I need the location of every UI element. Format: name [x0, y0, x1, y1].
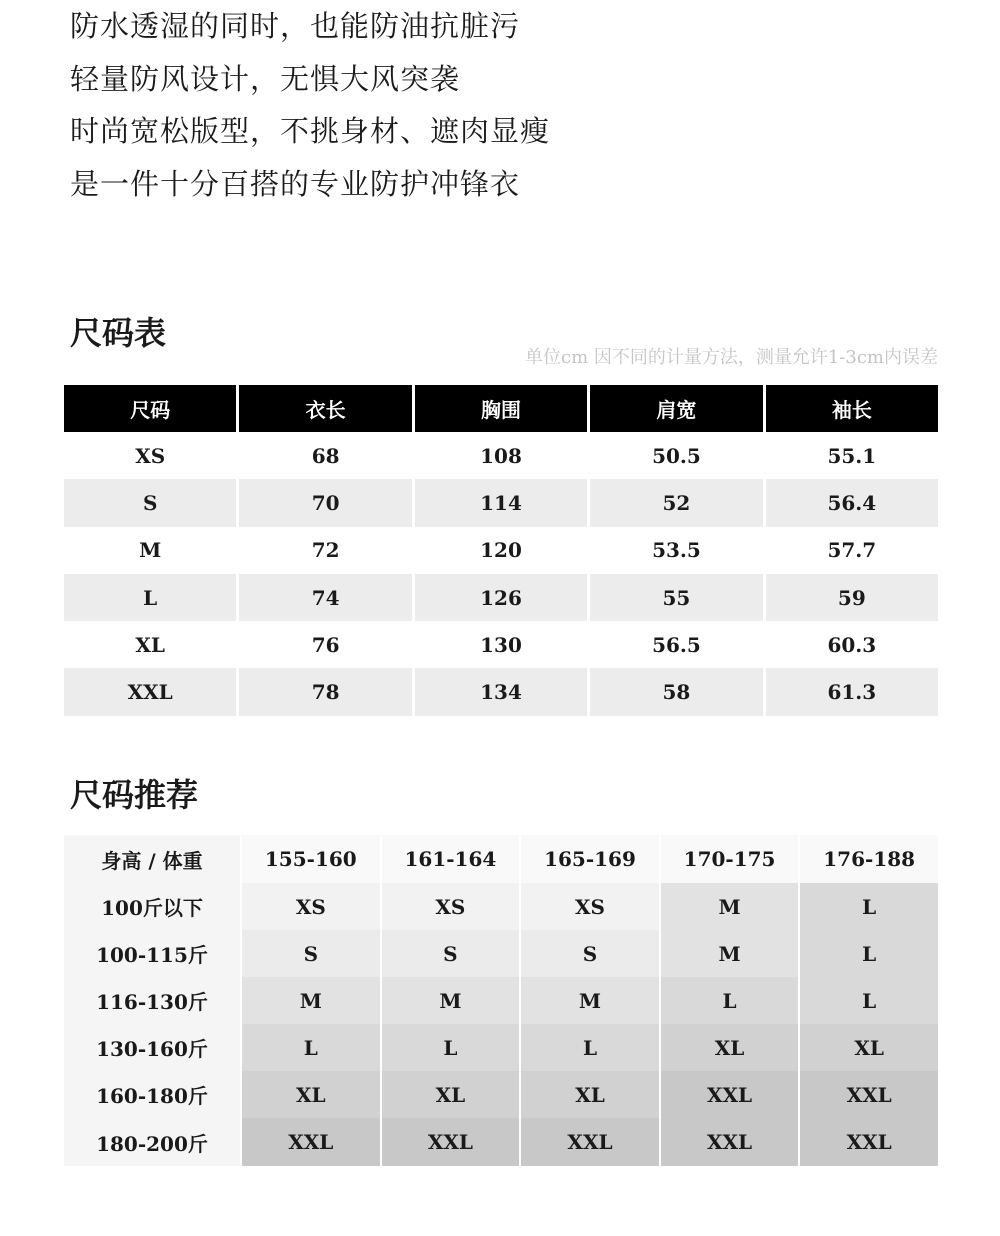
size-chart-cell: 70 [236, 479, 411, 526]
size-chart-cell: 53.5 [587, 527, 762, 574]
size-recommend-corner: 身高 / 体重 [64, 835, 240, 883]
description-line: 轻量防风设计，无惧大风突袭 [70, 61, 461, 96]
recommended-size-cell: L [661, 977, 799, 1024]
recommended-size-cell: L [521, 1024, 659, 1071]
size-chart-cell: 78 [236, 668, 411, 715]
size-chart-cell: 60.3 [763, 621, 938, 668]
recommended-size-cell: L [242, 1024, 380, 1071]
recommended-size-cell: S [382, 930, 520, 977]
recommended-size-cell: XXL [661, 1118, 799, 1165]
recommended-size-cell: M [661, 883, 799, 930]
recommended-size-cell: M [382, 977, 520, 1024]
size-chart-header-cell: 袖长 [763, 385, 938, 432]
size-recommend-title: 尺码推荐 [70, 776, 199, 814]
recommended-size-cell: XS [521, 883, 659, 930]
size-chart-cell: 55 [587, 574, 762, 621]
size-chart-cell: L [143, 585, 158, 610]
weight-label: 100-115斤 [64, 930, 240, 977]
recommended-size-cell: S [521, 930, 659, 977]
size-chart-title: 尺码表 [70, 314, 167, 352]
size-chart-cell: 56.4 [763, 479, 938, 526]
recommended-size-cell: XL [242, 1071, 380, 1118]
size-chart-cell: 134 [412, 668, 587, 715]
size-recommend-row [64, 1071, 938, 1118]
size-chart-cell: XS [135, 443, 166, 468]
size-chart-header-cell: 衣长 [236, 385, 411, 432]
height-header-cell: 176-188 [800, 835, 938, 883]
height-header-cell: 155-160 [242, 835, 380, 883]
size-chart-row [64, 574, 938, 621]
description-line: 是一件十分百搭的专业防护冲锋衣 [70, 166, 521, 201]
weight-label: 160-180斤 [64, 1071, 240, 1118]
size-chart-cell: 56.5 [587, 621, 762, 668]
recommended-size-cell: XL [661, 1024, 799, 1071]
size-recommend-row [64, 977, 938, 1024]
recommended-size-cell: M [521, 977, 659, 1024]
recommended-size-cell: XXL [800, 1118, 938, 1165]
recommended-size-cell: L [382, 1024, 520, 1071]
size-chart-cell: 114 [412, 479, 587, 526]
size-chart-row [64, 432, 938, 479]
recommended-size-cell: S [242, 930, 380, 977]
size-chart-header-cell: 肩宽 [587, 385, 762, 432]
size-chart-cell: 108 [412, 432, 587, 479]
size-chart-cell: 74 [236, 574, 411, 621]
size-chart-cell: 120 [412, 527, 587, 574]
size-recommend-header [64, 835, 938, 883]
measurement-note: 单位cm 因不同的计量方法，测量允许1-3cm内误差 [524, 347, 938, 368]
size-chart-table [64, 385, 938, 716]
size-chart-row [64, 668, 938, 715]
product-description [70, 0, 550, 210]
size-chart-cell: XXL [127, 680, 173, 705]
size-chart-row [64, 621, 938, 668]
recommended-size-cell: XL [800, 1024, 938, 1071]
size-chart-cell: 72 [236, 527, 411, 574]
recommended-size-cell: L [800, 977, 938, 1024]
size-chart-header-cell: 胸围 [412, 385, 587, 432]
size-chart-row [64, 479, 938, 526]
size-recommend-row [64, 1118, 938, 1165]
height-header-cell: 170-175 [661, 835, 799, 883]
description-line: 时尚宽松版型，不挑身材、遮肉显瘦 [70, 114, 551, 148]
size-chart-cell: M [139, 538, 162, 563]
recommended-size-cell: XXL [382, 1118, 520, 1165]
size-chart-cell: 68 [236, 432, 411, 479]
recommended-size-cell: XXL [521, 1118, 659, 1165]
description-line: 防水透湿的同时，也能防油抗脏污 [70, 9, 521, 43]
size-chart-cell: 52 [587, 479, 762, 526]
size-chart-cell: 57.7 [763, 527, 938, 574]
weight-label: 116-130斤 [64, 977, 240, 1024]
recommended-size-cell: XS [382, 883, 520, 930]
weight-label: 130-160斤 [64, 1024, 240, 1071]
size-chart-body [64, 432, 938, 716]
size-chart-cell: 61.3 [763, 668, 938, 715]
recommended-size-cell: XS [242, 883, 380, 930]
size-chart-cell: 59 [763, 574, 938, 621]
recommended-size-cell: XXL [661, 1071, 799, 1118]
recommended-size-cell: L [800, 883, 938, 930]
recommended-size-cell: XL [382, 1071, 520, 1118]
size-chart-cell: S [142, 490, 158, 515]
size-chart-cell: 130 [412, 621, 587, 668]
size-chart-cell: XL [135, 632, 165, 657]
recommended-size-cell: L [800, 930, 938, 977]
recommended-size-cell: XXL [242, 1118, 380, 1165]
size-recommend-row [64, 1024, 938, 1071]
size-chart-cell: 50.5 [587, 432, 762, 479]
size-chart-cell: 55.1 [763, 432, 938, 479]
recommended-size-cell: M [661, 930, 799, 977]
height-header-cell: 161-164 [382, 835, 520, 883]
size-chart-cell: 58 [587, 668, 762, 715]
size-recommend-row [64, 883, 938, 930]
size-chart-cell: 76 [236, 621, 411, 668]
size-chart-cell: 126 [412, 574, 587, 621]
size-recommend-table [64, 835, 938, 1166]
size-chart-header-cell: 尺码 [64, 385, 236, 432]
recommended-size-cell: XXL [800, 1071, 938, 1118]
height-header-cell: 165-169 [521, 835, 659, 883]
recommended-size-cell: XL [521, 1071, 659, 1118]
weight-label: 100斤以下 [64, 883, 240, 930]
size-recommend-body [64, 883, 938, 1166]
weight-label: 180-200斤 [64, 1118, 240, 1165]
recommended-size-cell: M [242, 977, 380, 1024]
size-chart-row [64, 527, 938, 574]
size-chart-header [64, 385, 938, 432]
size-recommend-row [64, 930, 938, 977]
